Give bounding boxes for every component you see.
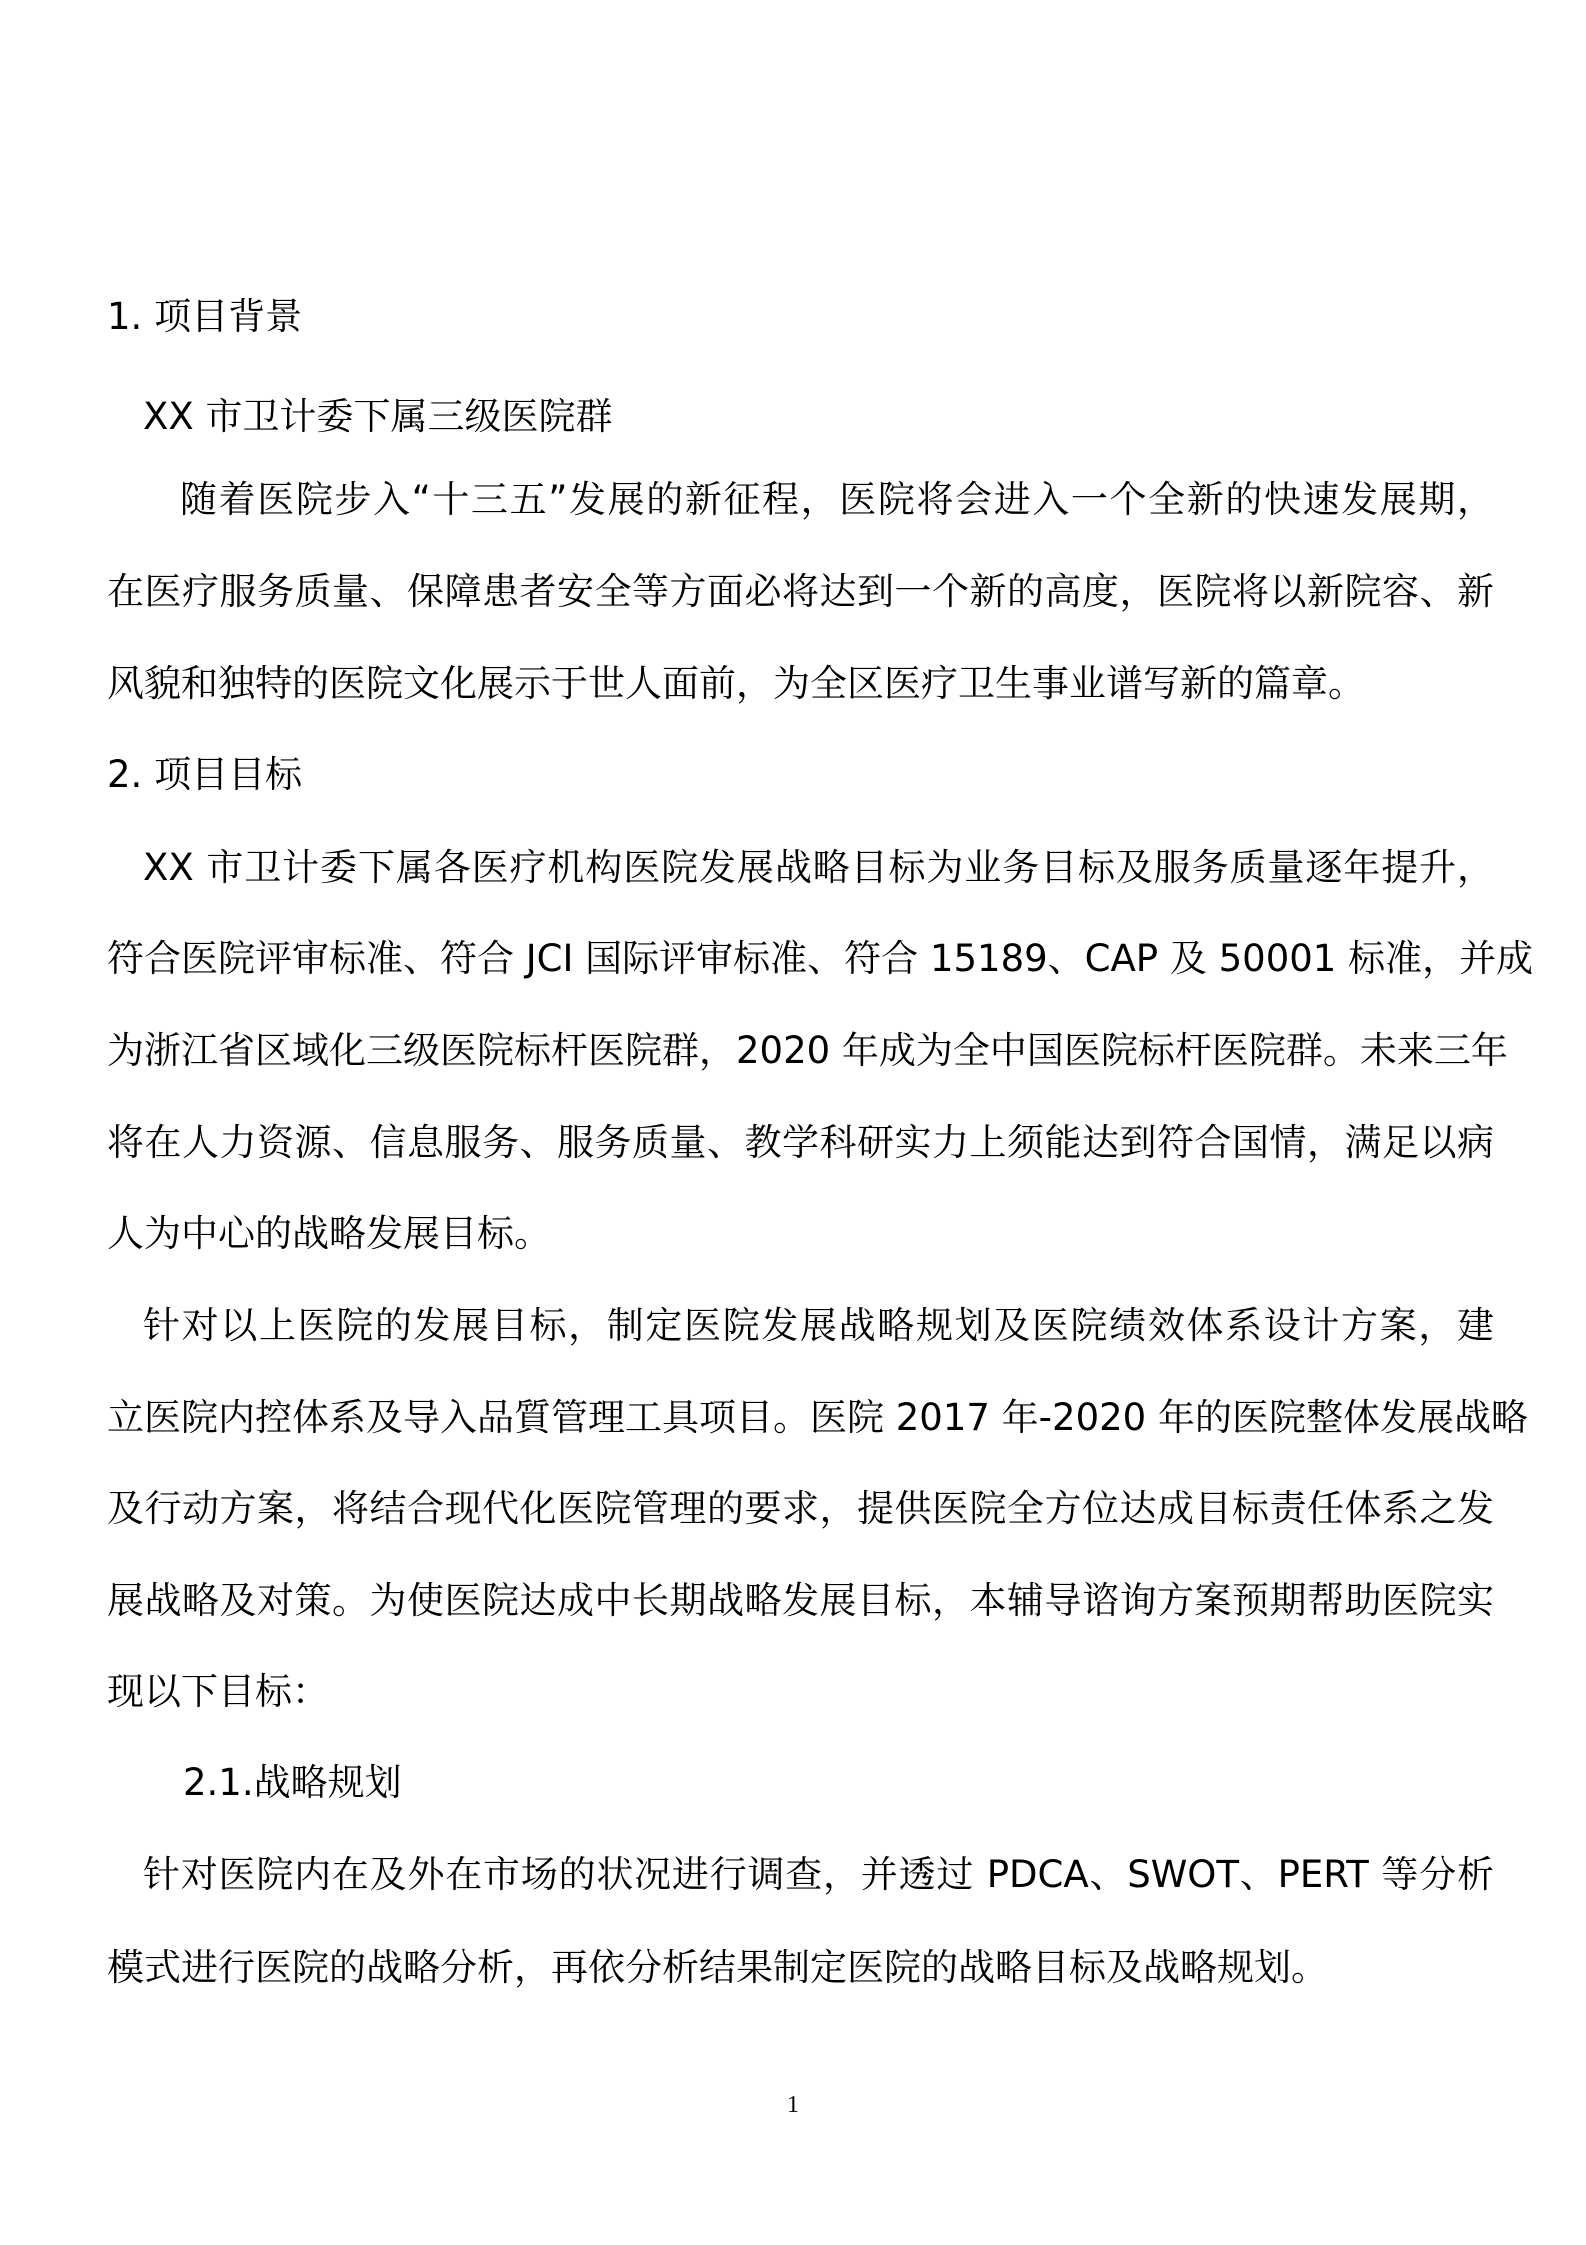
paragraph-line: 人为中心的战略发展目标。 (107, 1212, 551, 1255)
paragraph-line: 风貌和独特的医院文化展示于世人面前，为全区医疗卫生事业谱写新的篇章。 (107, 662, 1365, 705)
paragraph-line: 针对以上医院的发展目标，制定医院发展战略规划及医院绩效体系设计方案，建 (143, 1304, 1494, 1347)
section-1-heading: 1. 项目背景 (107, 295, 303, 338)
section-2-1-heading: 2.1.战略规划 (183, 1761, 402, 1804)
paragraph-line: 将在人力资源、信息服务、服务质量、教学科研实力上须能达到符合国情，满足以病 (107, 1121, 1494, 1164)
paragraph-line: 模式进行医院的战略分析，再依分析结果制定医院的战略目标及战略规划。 (107, 1946, 1328, 1989)
paragraph-line: 在医疗服务质量、保障患者安全等方面必将达到一个新的高度，医院将以新院容、新 (107, 570, 1494, 613)
paragraph-line: 针对医院内在及外在市场的状况进行调查，并透过 PDCA、SWOT、PERT 等分析 (143, 1853, 1494, 1896)
section-2-heading: 2. 项目目标 (107, 753, 303, 796)
paragraph-line: 符合医院评审标准、符合 JCI 国际评审标准、符合 15189、CAP 及 50001 标准，并成 (107, 937, 1534, 980)
section-1-subtitle: XX 市卫计委下属三级医院群 (143, 395, 613, 438)
paragraph-line: 现以下目标： (107, 1670, 329, 1713)
paragraph-line: 展战略及对策。为使医院达成中长期战略发展目标，本辅导谘询方案预期帮助医院实 (107, 1579, 1494, 1622)
paragraph-line: 为浙江省区域化三级医院标杆医院群，2020 年成为全中国医院标杆医院群。未来三年 (107, 1029, 1508, 1072)
paragraph-line: 及行动方案，将结合现代化医院管理的要求，提供医院全方位达成目标责任体系之发 (107, 1487, 1494, 1530)
paragraph-line: XX 市卫计委下属各医疗机构医院发展战略目标为业务目标及服务质量逐年提升， (143, 846, 1494, 889)
paragraph-line: 立医院内控体系及导入品質管理工具项目。医院 2017 年-2020 年的医院整体发展战略 (107, 1396, 1528, 1439)
page-number: 1 (787, 2092, 799, 2118)
paragraph-line: 随着医院步入“十三五”发展的新征程，医院将会进入一个全新的快速发展期， (180, 478, 1494, 521)
